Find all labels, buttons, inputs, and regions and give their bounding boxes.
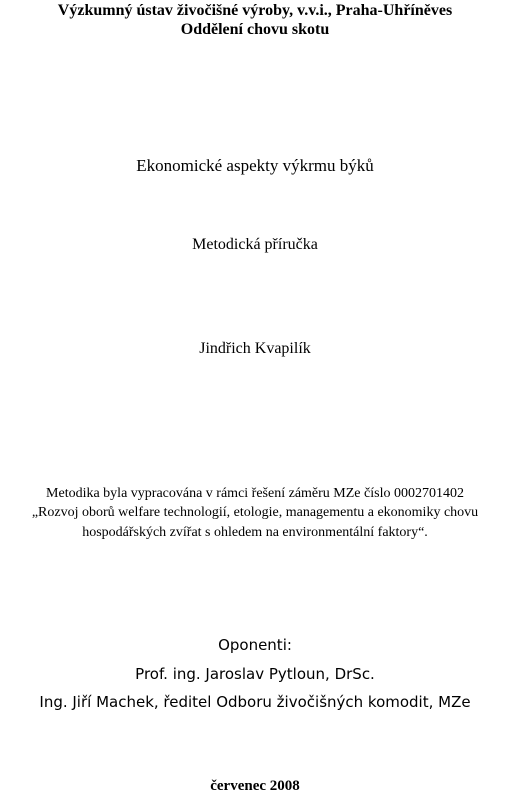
funding-note-line-3: hospodářských zvířat s ohledem na environmentální faktory“. bbox=[82, 525, 428, 540]
author-name: Jindřich Kvapilík bbox=[199, 340, 311, 357]
document-subtitle: Metodická příručka bbox=[192, 236, 318, 253]
reviewer-name: Ing. Jiří Machek, ředitel Odboru živočišných komodit, MZe bbox=[39, 693, 471, 711]
reviewer-name: Prof. ing. Jaroslav Pytloun, DrSc. bbox=[135, 665, 375, 683]
document-title: Ekonomické aspekty výkrmu býků bbox=[136, 156, 374, 175]
funding-note-line-1: Metodika byla vypracována v rámci řešení záměru MZe číslo 0002701402 bbox=[46, 486, 464, 501]
document-date: červenec 2008 bbox=[210, 778, 300, 794]
institute-name: Výzkumný ústav živočišné výroby, v.v.i., Praha-Uhříněves bbox=[57, 2, 453, 19]
department-name: Oddělení chovu skotu bbox=[180, 21, 330, 38]
reviewers-heading: Oponenti: bbox=[218, 636, 292, 654]
funding-note-line-2: „Rozvoj oborů welfare technologií, etologie, managementu a ekonomiky chovu bbox=[31, 505, 479, 520]
